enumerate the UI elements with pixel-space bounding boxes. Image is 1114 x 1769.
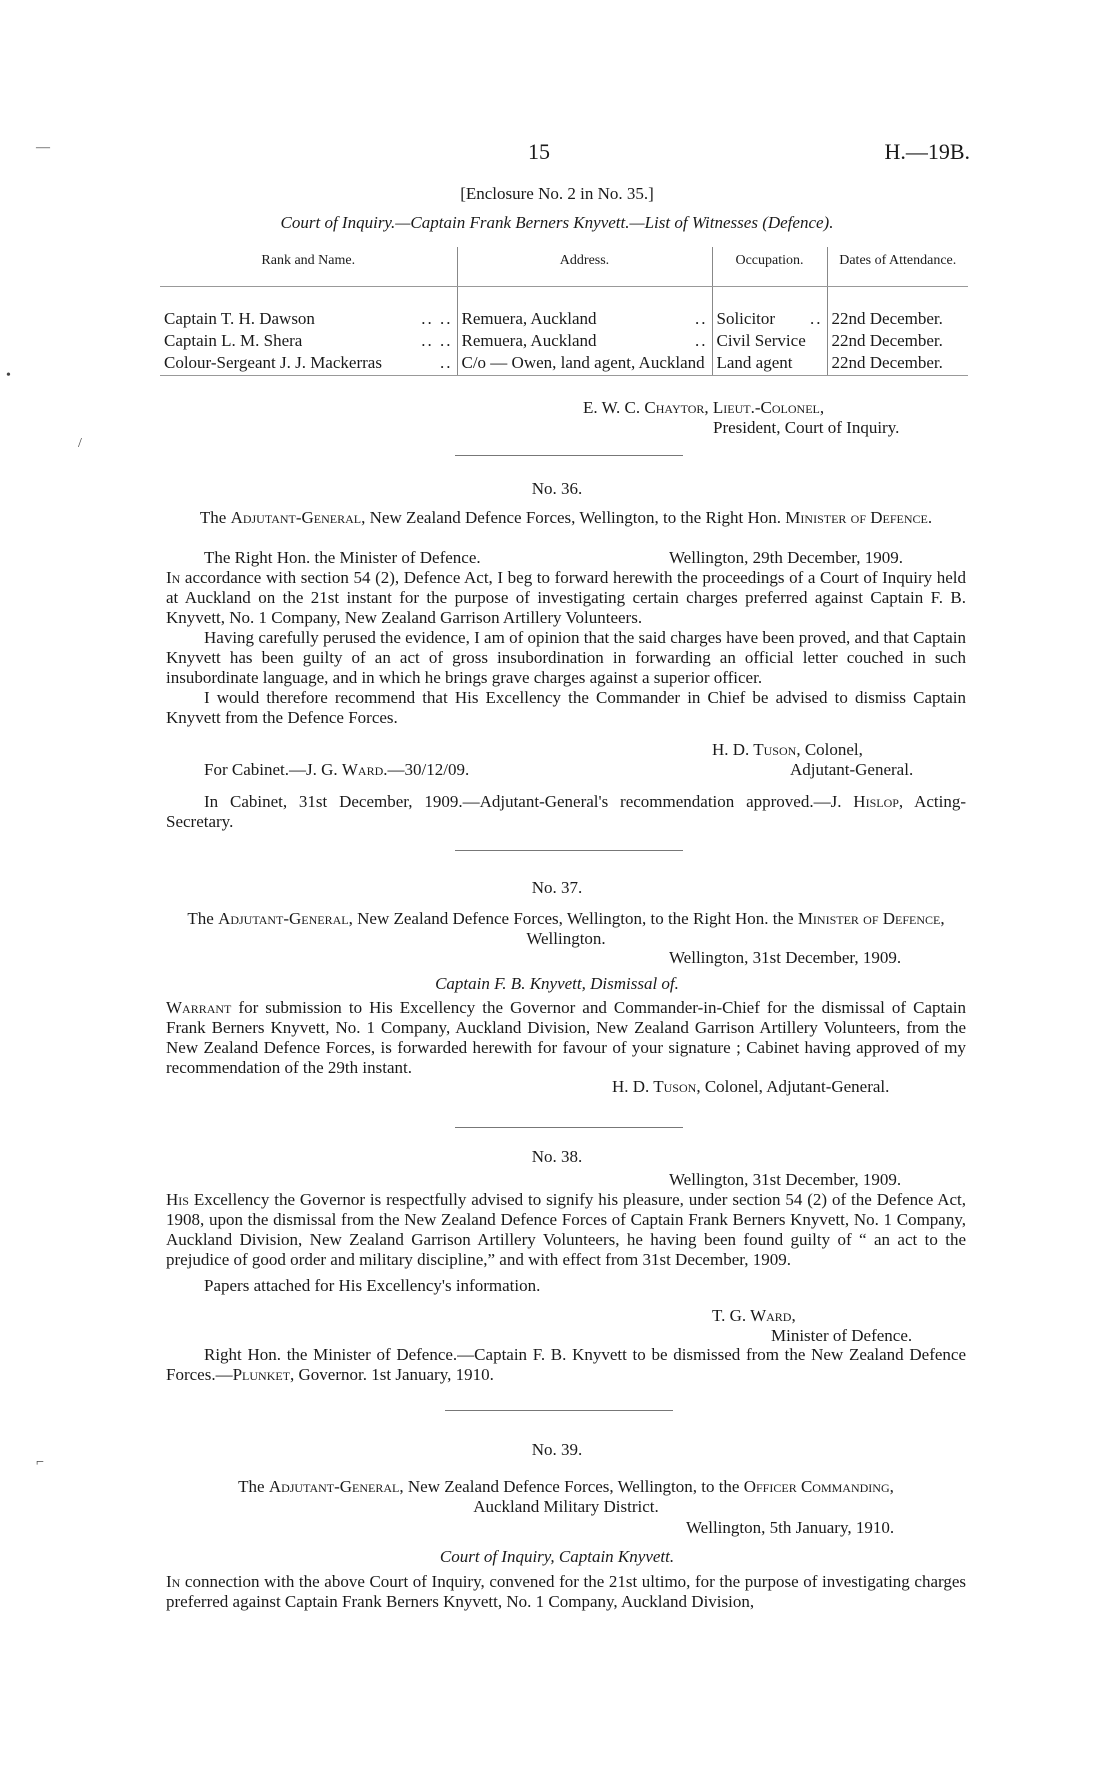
signatory-name: T. G. Ward, <box>712 1306 796 1325</box>
place-date: Wellington, 31st December, 1909. <box>669 948 902 967</box>
place-date: Wellington, 31st December, 1909. <box>669 1170 902 1189</box>
table-cell <box>160 286 457 330</box>
leader-dots: .. <box>695 308 708 328</box>
witness-date: 22nd December. <box>831 308 943 328</box>
section-divider <box>455 1127 683 1128</box>
heading-text: , New Zealand Defence Forces, Wellington, to the Right Hon. <box>361 508 782 527</box>
paragraph: Having carefully perused the evidence, I am of opinion that the said charges have been proved, and that Captain Knyvett has been guilty of an act of gross insubordination in forwarding an official letter couched in such insubordinate language, and in which he brings grave charges against a superior officer. <box>166 628 966 688</box>
letter-subject: Captain F. B. Knyvett, Dismissal of. <box>435 974 679 993</box>
witness-address: Remuera, Auckland <box>461 308 597 328</box>
leader-dots: .. <box>695 330 708 350</box>
heading-text: The <box>199 508 227 527</box>
table-cell <box>712 352 827 376</box>
paragraph-text: accordance with section 54 (2), Defence Act, I beg to forward herewith the proceedings of a Court of Inquiry held at Auckland on the 21st instant for the purpose of investigating certain charges preferred against Captain F. B. Knyvett, No. 1 Company, New Zealand Garrison Artillery Volunteers. <box>166 568 966 628</box>
leader-dots: .. .. <box>421 308 453 328</box>
lead-word: Warrant <box>166 998 232 1017</box>
signatory-title: Adjutant-General. <box>790 760 914 779</box>
place-date: Wellington, 29th December, 1909. <box>669 548 904 567</box>
heading-text: , New Zealand Defence Forces, Wellington, to the Right Hon. the <box>348 909 794 928</box>
paragraph-text: for submission to His Excellency the Governor and Commander-in-Chief for the dismissal of Captain Frank Berners Knyvett, No. 1 Company, Auckland Division, New Zealand Garrison Artillery Volunteers, from the New Zealand Defence Forces, is forwarded herewith for favour of your signature ; Cabinet having approved of my recommendation of the 29th instant. <box>166 998 966 1078</box>
governor-minute <box>166 1345 966 1385</box>
section-divider <box>455 455 683 456</box>
section-heading <box>166 1477 966 1517</box>
signatory-name: H. D. Tuson <box>712 740 797 759</box>
minute-text: , Governor. 1st January, 1910. <box>290 1365 494 1385</box>
paragraph <box>166 1345 966 1385</box>
witness-name: Captain T. H. Dawson <box>164 308 315 328</box>
signatory-rank: , Colonel, <box>796 740 863 759</box>
minute-text: Acting-Secretary. <box>166 792 966 832</box>
enclosure-label: [Enclosure No. 2 in No. 35.] <box>460 184 654 203</box>
column-header: Occupation. <box>712 247 827 286</box>
paragraph-text: connection with the above Court of Inquiry, convened for the 21st ultimo, for the purpose of investigating charges preferred against Captain Frank Berners Knyvett, No. 1 Company, Auckland Division, <box>166 1572 966 1612</box>
section-heading: The Adjutant-General, New Zealand Defence Forces, Wellington, to the Right Hon. Minister of Defence. <box>199 508 933 527</box>
signatory-rank: , Colonel, Adjutant-General. <box>696 1077 890 1096</box>
heading-from: Adjutant-General <box>218 909 349 928</box>
letter-body <box>166 568 966 728</box>
section-number: No. 39. <box>531 1440 583 1459</box>
heading-text: , Wellington. <box>526 909 945 949</box>
table-cell <box>457 286 712 330</box>
section-divider <box>455 850 683 851</box>
witness-address: C/o — Owen, land agent, Auckland <box>461 352 705 372</box>
witness-address: Remuera, Auckland <box>461 330 597 350</box>
document-reference: H.—19B. <box>884 139 970 164</box>
enclosure-signatory: E. W. C. Chaytor, Lieut.-Colonel, <box>583 398 825 417</box>
table-cell <box>827 330 968 352</box>
minute-text: Right Hon. the Minister of Defence.—Captain F. B. Knyvett to be dismissed from the New Zealand Defence Forces.— <box>166 1345 966 1385</box>
note-name: Ward <box>341 760 384 779</box>
paragraph: In Cabinet, 31st December, 1909.—Adjutant-General's recommendation approved.—J. Hislop, Acting-Secretary. <box>166 792 966 832</box>
paragraph: Papers attached for His Excellency's information. <box>204 1276 541 1296</box>
witness-date: 22nd December. <box>831 352 943 372</box>
table-row <box>160 330 968 352</box>
leader-dots: .. <box>810 308 823 328</box>
table-header-row <box>160 247 968 286</box>
heading-to: Minister of Defence <box>797 909 941 928</box>
scan-mark: • <box>6 368 11 383</box>
letter-body <box>166 1572 966 1612</box>
lead-word: In <box>166 1572 181 1591</box>
heading-text: , New Zealand Defence Forces, Wellington, to the <box>399 1477 740 1496</box>
section-number: No. 37. <box>531 878 583 897</box>
note-text: .—30/12/09. <box>383 760 470 779</box>
column-header: Address. <box>457 247 712 286</box>
signature <box>612 1077 889 1097</box>
table-cell <box>160 330 457 352</box>
table-cell <box>712 330 827 352</box>
witness-name: Colour-Sergeant J. J. Mackerras <box>164 352 382 372</box>
section-heading <box>166 909 966 949</box>
heading-from: Adjutant-General <box>268 1477 400 1496</box>
cabinet-minute <box>166 792 966 832</box>
table-cell <box>160 352 457 376</box>
leader-dots: .. <box>440 352 453 372</box>
cabinet-note <box>204 760 469 780</box>
table-cell <box>827 352 968 376</box>
heading-text: Auckland Military District. <box>473 1497 659 1517</box>
paragraph-text: Excellency the Governor is respectfully advised to signify his pleasure, under section 54 (2) of the Defence Act, 1908, upon the dismissal from the New Zealand Defence Forces of Captain Frank Berners Knyvett, No. 1 Company, Auckland Division, New Zealand Garrison Artillery Volunteers, he having been found guilty of “ an act to the prejudice of good order and military discipline,” and with effect from 31st December, 1909. <box>166 1190 966 1270</box>
letter-body <box>166 1190 966 1296</box>
section-number: No. 36. <box>531 479 583 498</box>
table-cell <box>827 286 968 330</box>
paragraph <box>166 1572 966 1612</box>
scan-mark: / <box>78 436 82 451</box>
heading-text: The <box>187 909 214 928</box>
witness-occupation: Land agent <box>716 352 793 372</box>
witness-occupation: Civil Service <box>716 330 806 350</box>
paragraph <box>166 998 966 1078</box>
witness-occupation: Solicitor <box>716 308 776 328</box>
scan-mark: — <box>36 140 50 155</box>
letter-subject: Court of Inquiry, Captain Knyvett. <box>439 1547 675 1566</box>
signature <box>712 740 863 760</box>
lead-word: His <box>166 1190 189 1209</box>
place-date: Wellington, 5th January, 1910. <box>686 1518 895 1537</box>
paragraph <box>166 568 966 628</box>
section-number: No. 38. <box>531 1147 583 1166</box>
paragraph <box>166 1190 966 1270</box>
addressee: The Right Hon. the Minister of Defence. <box>204 548 481 567</box>
heading-text: , <box>889 1477 894 1496</box>
witness-date: 22nd December. <box>831 330 943 350</box>
table-row <box>160 352 968 376</box>
table-cell <box>457 352 712 376</box>
paragraph: I would therefore recommend that His Excellency the Commander in Chief be advised to dismiss Captain Knyvett from the Defence Forces. <box>166 688 966 728</box>
minute-name: Plunket <box>232 1365 291 1385</box>
minute-text: In Cabinet, 31st December, 1909.—Adjutant-General's recommendation approved.—J. <box>204 792 842 811</box>
column-header: Rank and Name. <box>160 247 457 286</box>
enclosure-signatory-title: President, Court of Inquiry. <box>713 418 900 437</box>
witness-table <box>160 247 968 376</box>
column-header: Dates of Attendance. <box>827 247 968 286</box>
heading-from: Adjutant-General <box>230 508 362 527</box>
heading-text: The <box>238 1477 265 1496</box>
heading-to: Minister of Defence <box>785 508 928 527</box>
signatory-title: Minister of Defence. <box>771 1326 913 1345</box>
signatory-name: H. D. Tuson <box>612 1077 697 1096</box>
table-cell <box>457 330 712 352</box>
heading-to: Officer Commanding <box>743 1477 890 1496</box>
scan-mark: ⌐ <box>36 1455 44 1470</box>
leader-dots: .. .. <box>421 330 453 350</box>
page-number: 15 <box>528 139 550 164</box>
minute-name: Hislop <box>853 792 899 811</box>
note-text: For Cabinet.—J. G. <box>204 760 338 779</box>
enclosure-title: Court of Inquiry.—Captain Frank Berners Knyvett.—List of Witnesses (Defence). <box>280 213 834 232</box>
witness-name: Captain L. M. Shera <box>164 330 303 350</box>
table-row <box>160 286 968 330</box>
section-divider <box>445 1410 673 1411</box>
table-cell <box>712 286 827 330</box>
lead-word: In <box>166 568 181 587</box>
letter-body <box>166 998 966 1078</box>
